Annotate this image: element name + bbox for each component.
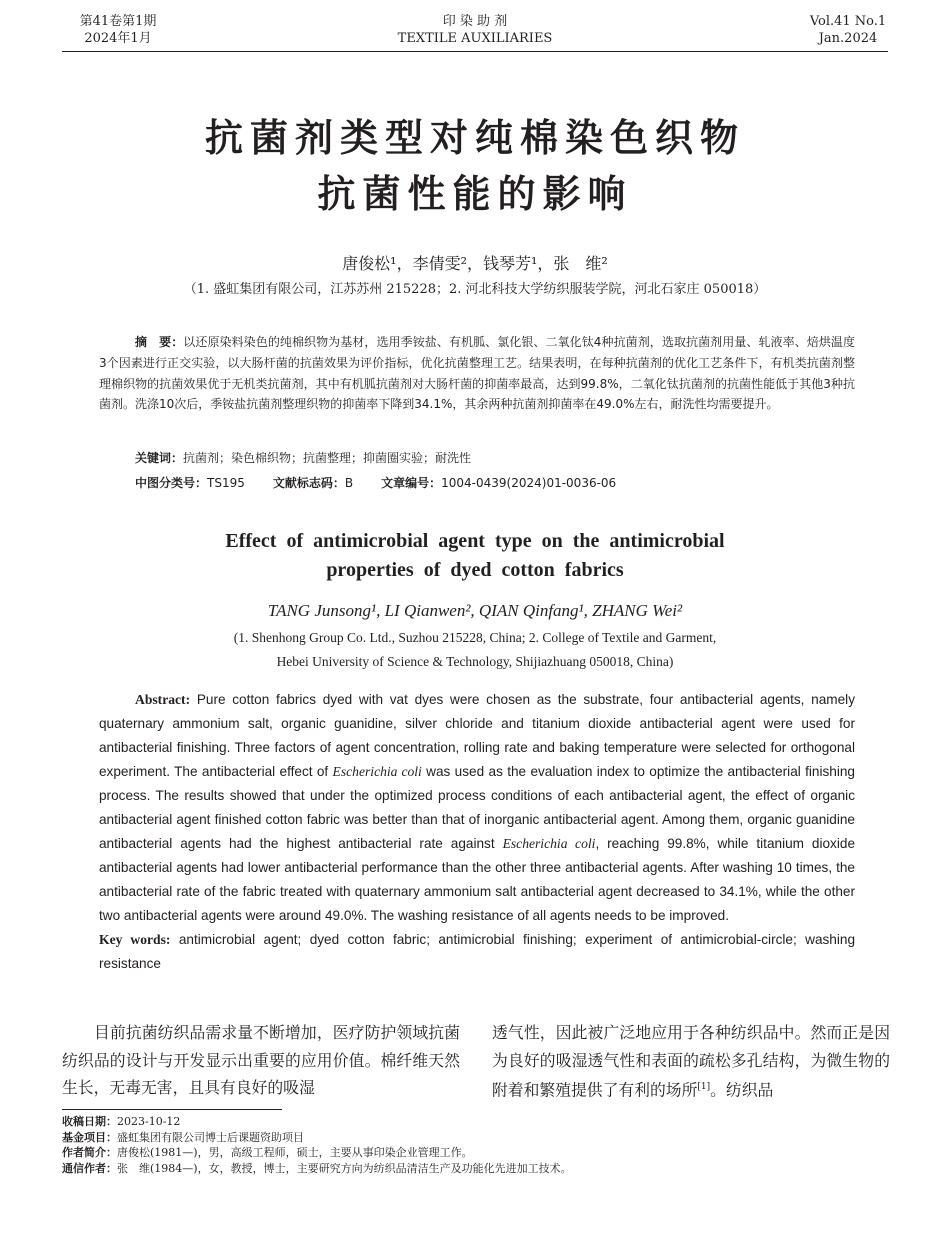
footnote-rule	[62, 1109, 282, 1110]
footnote-author: 作者简介：唐俊松(1981—)，男，高级工程师，硕士，主要从事印染企业管理工作。	[62, 1146, 473, 1160]
body-text-column-2: 透气性，因此被广泛地应用于各种纺织品中。然而正是因为良好的吸湿透气性和表面的疏松多孔结构，为微生物的附着和繁殖提供了有利的场所[1]。纺织品	[492, 1023, 890, 1100]
keywords-en-text: antimicrobial agent; dyed cotton fabric; antimicrobial finishing; experiment of antimicrobial-circle; washing resistance	[99, 932, 856, 971]
keywords-cn	[135, 448, 855, 468]
authors-en: TANG Junsong¹, LI Qianwen², QIAN Qinfang¹, ZHANG Wei²	[267, 601, 683, 620]
running-header	[62, 13, 888, 51]
header-volume-en: Vol.41 No.1 Jan.2024	[809, 14, 887, 46]
header-journal-name: 印 染 助 剂 TEXTILE AUXILIARIES	[397, 14, 553, 46]
citation-ref[interactable]: [1]	[697, 1082, 711, 1092]
footnote-fund: 基金项目：盛虹集团有限公司博士后课题资助项目	[62, 1130, 304, 1144]
header-rule	[62, 51, 888, 52]
body-text-column-1: 目前抗菌纺织品需求量不断增加，医疗防护领域抗菌纺织品的设计与开发显示出重要的应用价值。棉纤维天然生长，无毒无害，且具有良好的吸湿	[62, 1023, 460, 1097]
authors-cn: 唐俊松¹，李倩雯²，钱琴芳¹，张 维²	[342, 254, 608, 273]
abstract-cn-label: 摘 要：	[135, 335, 184, 349]
keywords-cn-label: 关键词：	[135, 451, 184, 465]
affiliation-cn: （1. 盛虹集团有限公司，江苏苏州 215228；2. 河北科技大学纺织服装学院，河北石家庄 050018）	[183, 282, 767, 297]
abstract-cn-text: 以还原染料染色的纯棉织物为基材，选用季铵盐、有机胍、氯化银、二氧化钛4种抗菌剂，选取抗菌剂用量、轧液率、焙烘温度3个因素进行正交实验，以大肠杆菌的抗菌效果为评价指标，优化抗菌整理工艺。结果表明，在每种抗菌剂的优化工艺条件下，有机类抗菌剂整理棉织物的抗菌效果优于无机类抗菌剂，其中有机胍抗菌剂对大肠杆菌的抑菌率最高，达到99.8%，二氧化钛抗菌剂的抗菌性能低于其他3种抗菌剂。洗涤10次后，季铵盐抗菌剂整理织物的抑菌率下降到34.1%，其余两种抗菌剂抑菌率在49.0%左右，耐洗性均需要提升。	[99, 335, 855, 412]
footnotes	[62, 1114, 888, 1177]
abstract-en: Abstract: Pure cotton fabrics dyed with vat dyes were chosen as the substrate, four antibacterial agents, namely quaternary ammonium salt, organic guanidine, silver chloride and titanium dioxide antibacterial agent were used for antibacterial finishing. Three factors of agent concentration, rolling rate and baking temperature were selected for orthogonal experiment. The antibacterial effect of Escherichia coli was used as the evaluation index to optimize the antibacterial finishing process. The results showed that under the optimized process conditions of each antibacterial agent, the effect of organic antibacterial agent finished cotton fabric was better than that of inorganic antibacterial agent. Among them, organic guanidine antibacterial agents had the highest antibacterial rate against Escherichia coli, reaching 99.8%, while titanium dioxide antibacterial agents had lower antibacterial performance than the other three antibacterial agents. After washing 10 times, the antibacterial rate of the fabric treated with quaternary ammonium salt antibacterial agent decreased to 34.1%, while the other two antibacterial agents were around 49.0%. The washing resistance of all agents needs to be improved. Key words: antimicrobial agent; dyed cotton fabric; antimicrobial finishing; experiment of antimicrobial-circle; washing resistance	[99, 692, 856, 971]
clc-value: TS195	[207, 476, 245, 490]
footnote-corresponding: 通信作者：张 维(1984—)，女，教授，博士，主要研究方向为纺织品清洁生产及功能化先进加工技术。	[62, 1162, 572, 1176]
abstract-cn	[99, 332, 855, 415]
doc-code-value: B	[344, 476, 354, 490]
abstract-en-label: Abstract:	[135, 692, 191, 707]
header-volume-cn: 第41卷第1期 2024年1月	[79, 14, 157, 46]
affiliation-en: (1. Shenhong Group Co. Ltd., Suzhou 215228, China; 2. College of Textile and Garment, Hebei University of Science & Technology, Shijiazhuang 050018, China)	[233, 630, 717, 669]
footnote-received: 收稿日期：2023-10-12	[62, 1115, 181, 1128]
article-number-value: 1004-0439(2024)01-0036-06	[441, 476, 617, 490]
keywords-en-label: Key words:	[99, 932, 171, 947]
paper-title-cn: 抗菌剂类型对纯棉染色织物 抗菌性能的影响	[204, 116, 745, 216]
keywords-cn-text: 抗菌剂；染色棉织物；抗菌整理；抑菌圈实验；耐洗性	[183, 451, 472, 465]
paper-title-en: Effect of antimicrobial agent type on the antimicrobial properties of dyed cotton fabrics	[225, 530, 725, 581]
classification-cn: 中图分类号：TS195 文献标志码：B 文章编号：1004-0439(2024)01-0036-06	[135, 476, 617, 490]
